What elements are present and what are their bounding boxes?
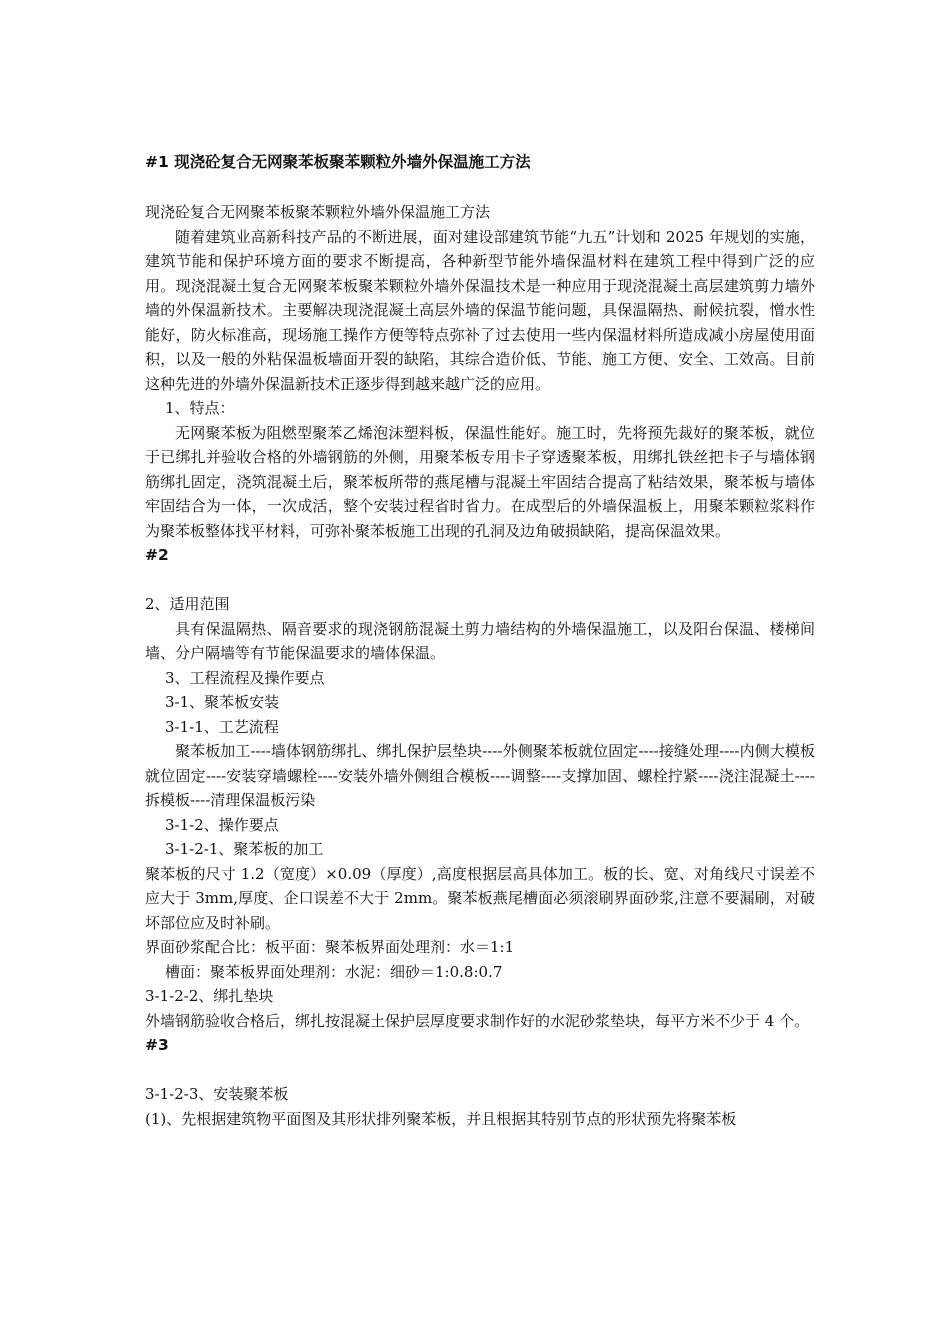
scope-paragraph: 具有保温隔热、隔音要求的现浇钢筋混凝土剪力墙结构的外墙保温施工，以及阳台保温、楼梯间墙、分户隔墙等有节能保温要求的墙体保温。 [145,619,815,662]
heading-3-1-2-2: 3-1-2-2、绑扎垫块 [145,987,274,1005]
scope-heading: 2、适用范围 [145,595,230,613]
features-paragraph: 无网聚苯板为阻燃型聚苯乙烯泡沫塑料板，保温性能好。施工时，先将预先裁好的聚苯板，就位于已绑扎并验收合格的外墙钢筋的外侧，用聚苯板专用卡子穿透聚苯板，用绑扎铁丝把卡子与墙体钢筋绑扎固定，浇筑混凝土后，聚苯板所带的燕尾槽与混凝土牢固结合提高了粘结效果，聚苯板与墙体牢固结合为一体，一次成活，整个安装过程省时省力。在成型后的外墙保温板上，用聚苯颗粒浆料作为聚苯板整体找平材料，可弥补聚苯板施工出现的孔洞及边角破损缺陷，提高保温效果。 [145,423,815,540]
heading-3-1-2: 3-1-2、操作要点 [165,815,279,834]
features-heading: 1、特点： [165,399,235,417]
section-2-marker: #2 [145,546,169,564]
document-body [145,150,815,1131]
heading-3-1-1: 3-1-1、工艺流程 [165,717,279,736]
process-heading: 3、工程流程及操作要点 [165,668,325,687]
intro-paragraph: 随着建筑业高新科技产品的不断进展，面对建设部建筑节能“九五”计划和 2025 年规划的实施，建筑节能和保护环境方面的要求不断提高，各种新型节能外墙保温材料在建筑工程中得到广泛的应用。现浇混凝土复合无网聚苯板聚苯颗粒外墙外保温技术是一种应用于现浇混凝土高层建筑剪力墙外墙的外保温新技术。主要解决现浇混凝土高层外墙的保温节能问题，具保温隔热、耐候抗裂，憎水性能好，防火标准高，现场施工操作方便等特点弥补了过去使用一些内保温材料所造成减小房屋使用面积，以及一般的外粘保温板墙面开裂的缺陷，其综合造价低、节能、施工方便、安全、工效高。目前这种先进的外墙外保温新技术正逐步得到越来越广泛的应用。 [145,227,815,393]
mortar-ratio-plane: 界面砂浆配合比：板平面：聚苯板界面处理剂：水＝1:1 [145,938,515,956]
section-3-marker: #3 [145,1036,169,1054]
section-1-heading: #1 现浇砼复合无网聚苯板聚苯颗粒外墙外保温施工方法 [145,153,531,171]
heading-3-1: 3-1、聚苯板安装 [165,693,280,711]
document-title: 现浇砼复合无网聚苯板聚苯颗粒外墙外保温施工方法 [145,203,491,221]
process-flow-paragraph: 聚苯板加工----墙体钢筋绑扎、绑扎保护层垫块----外侧聚苯板就位固定----接缝处理----内侧大模板就位固定----安装穿墙螺栓----安装外墙外侧组合模板----调整----支撑加固、螺栓拧紧----浇注混凝土----拆模板----清理保温板污染 [145,742,815,809]
heading-3-1-2-1: 3-1-2-1、聚苯板的加工 [165,840,324,858]
board-size-paragraph: 聚苯板的尺寸 1.2（宽度）×0.09（厚度）,高度根据层高具体加工。板的长、宽、对角线尺寸误差不应大于 3mm,厚度、企口误差不大于 2mm。聚苯板燕尾槽面必须滚刷界面砂浆,注意不要漏刷，对破坏部位应及时补刷。 [145,864,815,932]
pad-paragraph: 外墙钢筋验收合格后，绑扎按混凝土保护层厚度要求制作好的水泥砂浆垫块，每平方米不少于 4 个。 [145,1011,810,1030]
heading-3-1-2-3: 3-1-2-3、安装聚苯板 [145,1085,289,1103]
mortar-ratio-groove: 槽面：聚苯板界面处理剂：水泥：细砂＝1:0.8:0.7 [165,962,503,981]
install-paragraph: (1)、先根据建筑物平面图及其形状排列聚苯板，并且根据其特别节点的形状预先将聚苯板 [145,1109,737,1128]
